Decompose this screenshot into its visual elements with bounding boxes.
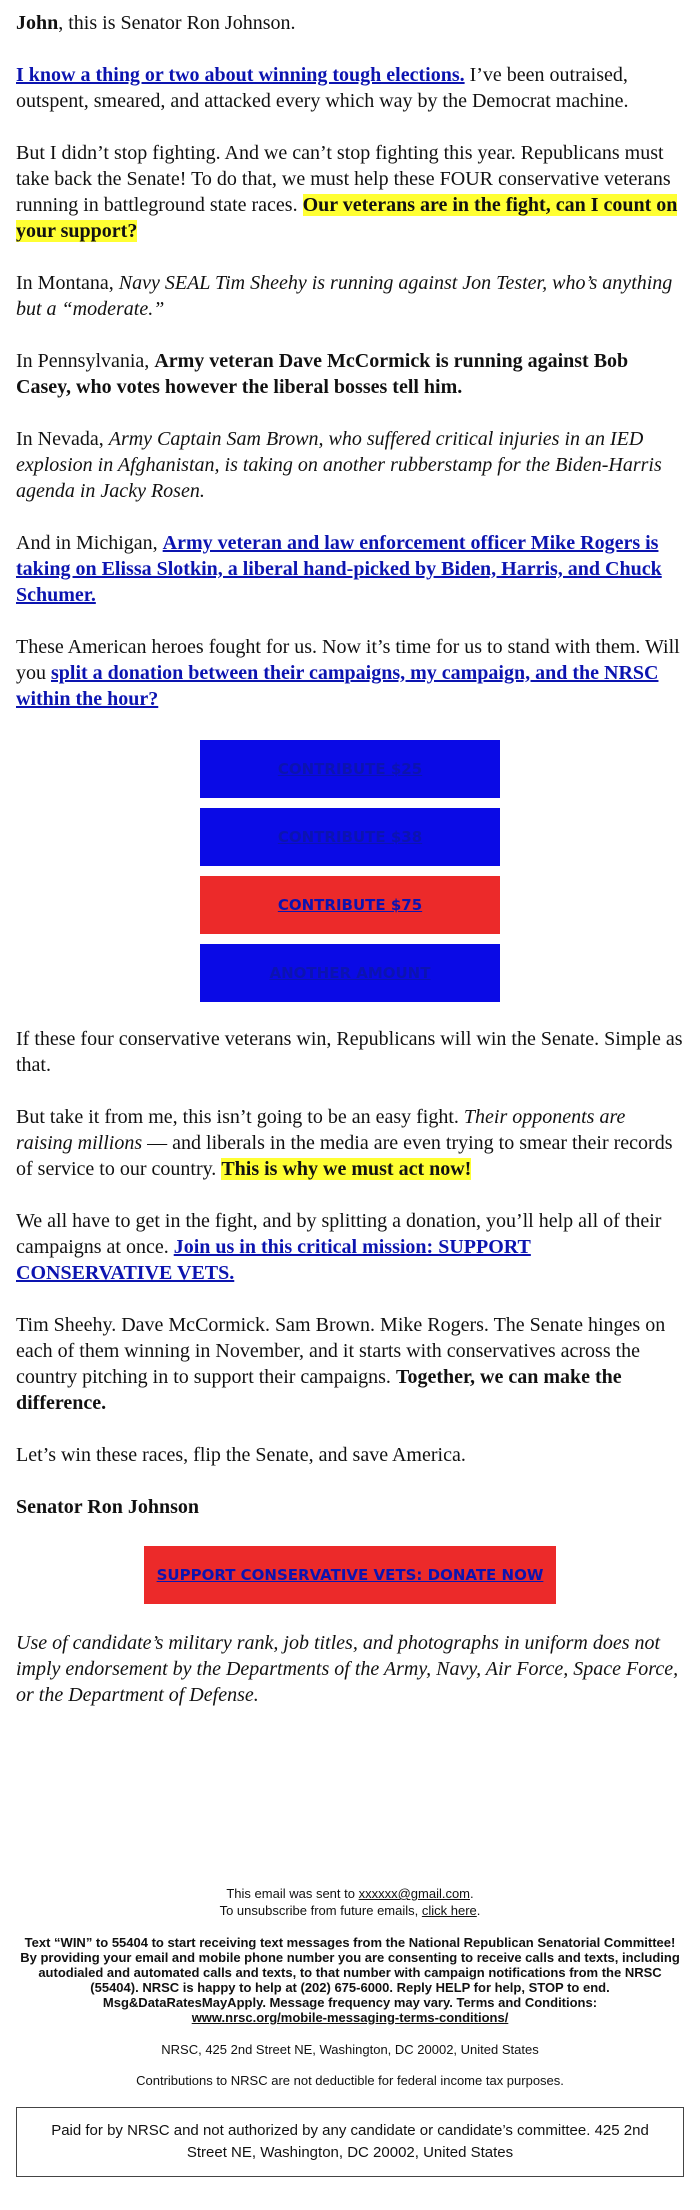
montana-paragraph: In Montana, Navy SEAL Tim Sheehy is running against Jon Tester, who’s anything but a “moderate.” xyxy=(16,272,673,320)
footer xyxy=(16,1885,684,2177)
recipient-email-link[interactable]: xxxxxx@gmail.com xyxy=(358,1886,471,1901)
support-vets-link[interactable]: Join us in this critical mission: SUPPORT CONSERVATIVE VETS. xyxy=(16,1236,531,1284)
sent-to-line: This email was sent to xxxxxx@gmail.com. xyxy=(226,1886,474,1901)
act-now-highlight: This is why we must act now! xyxy=(221,1158,472,1180)
fight-paragraph: But take it from me, this isn’t going to be an easy fight. Their opponents are raising millions — and liberals in the media are even trying to smear their records of service to our country. This is why we must act now! xyxy=(16,1106,673,1180)
terms-link[interactable]: www.nrsc.org/mobile-messaging-terms-conditions/ xyxy=(191,2010,509,2025)
donate-now-button[interactable]: SUPPORT CONSERVATIVE VETS: DONATE NOW xyxy=(144,1546,556,1604)
recipient-name: John xyxy=(16,12,59,34)
win-paragraph: If these four conservative veterans win, Republicans will win the Senate. Simple as that. xyxy=(16,1028,683,1076)
unsubscribe-line: To unsubscribe from future emails, click here. xyxy=(219,1903,481,1918)
candidates-paragraph: Tim Sheehy. Dave McCormick. Sam Brown. Mike Rogers. The Senate hinges on each of them winning in November, and it starts with conservatives across the country pitching in to support their campaigns. Together, we can make the difference. xyxy=(16,1314,666,1414)
nevada-paragraph: In Nevada, Army Captain Sam Brown, who suffered critical injuries in an IED explosion in Afghanistan, is taking on another rubberstamp for the Biden-Harris agenda in Jacky Rosen. xyxy=(16,428,662,502)
splitting-paragraph: We all have to get in the fight, and by splitting a donation, you’ll help all of their campaigns at once. Join us in this critical mission: SUPPORT CONSERVATIVE VETS. xyxy=(16,1210,662,1284)
contribute-buttons xyxy=(200,738,500,1002)
contribute-38-button[interactable]: CONTRIBUTE $38 xyxy=(200,808,500,866)
support-highlight: Our veterans are in the fight, can I count on your support? xyxy=(16,194,678,242)
signature: Senator Ron Johnson xyxy=(16,1496,200,1518)
senate-paragraph: But I didn’t stop fighting. And we can’t stop fighting this year. Republicans must take back the Senate! To do that, we must help these FOUR conservative veterans running in battleground state races. Our veterans are in the fight, can I count on your support? xyxy=(16,142,678,242)
disclaimer: Use of candidate’s military rank, job titles, and photographs in uniform does not imply endorsement by the Departments of the Army, Navy, Air Force, Space Force, or the Department of Defense. xyxy=(16,1632,679,1706)
email-body xyxy=(16,10,684,1734)
contribute-25-button[interactable]: CONTRIBUTE $25 xyxy=(200,740,500,798)
closing-paragraph: Let’s win these races, flip the Senate, and save America. xyxy=(16,1444,466,1466)
tax-notice: Contributions to NRSC are not deductible for federal income tax purposes. xyxy=(136,2073,564,2088)
heroes-paragraph: These American heroes fought for us. Now it’s time for us to stand with them. Will you split a donation between their campaigns, my campaign, and the NRSC within the hour? xyxy=(16,636,680,710)
footer-address: NRSC, 425 2nd Street NE, Washington, DC 20002, United States xyxy=(161,2042,539,2057)
contribute-75-button[interactable]: CONTRIBUTE $75 xyxy=(200,876,500,934)
winning-elections-link[interactable]: I know a thing or two about winning tough elections. xyxy=(16,64,465,86)
split-donation-link[interactable]: split a donation between their campaigns, my campaign, and the NRSC within the hour? xyxy=(16,662,659,710)
michigan-paragraph: And in Michigan, Army veteran and law enforcement officer Mike Rogers is taking on Elissa Slotkin, a liberal hand-picked by Biden, Harris, and Chuck Schumer. xyxy=(16,532,662,606)
sms-terms: Text “WIN” to 55404 to start receiving text messages from the National Republican Senatorial Committee! By providing your email and mobile phone number you are consenting to receive calls and texts, including autodialed and automated calls and texts, to that number with campaign notifications from the NRSC (55404). NRSC is happy to help at (202) 675-6000. Reply HELP for help, STOP to end. Msg&DataRatesMayApply. Message frequency may vary. Terms and Conditions: www.nrsc.org/mobile-messaging-terms-conditions/ xyxy=(20,1935,680,2025)
paid-for-box: Paid for by NRSC and not authorized by any candidate or candidate’s committee. 425 2nd Street NE, Washington, DC 20002, United States xyxy=(16,2107,684,2177)
unsubscribe-link[interactable]: click here xyxy=(421,1903,477,1918)
greeting: John, this is Senator Ron Johnson. xyxy=(16,12,296,34)
pennsylvania-paragraph: In Pennsylvania, Army veteran Dave McCormick is running against Bob Casey, who votes however the liberal bosses tell him. xyxy=(16,350,629,398)
intro-paragraph: I know a thing or two about winning tough elections. I’ve been outraised, outspent, smeared, and attacked every which way by the Democrat machine. xyxy=(16,64,629,112)
michigan-link[interactable]: Army veteran and law enforcement officer Mike Rogers is taking on Elissa Slotkin, a liberal hand-picked by Biden, Harris, and Chuck Schumer. xyxy=(16,532,662,606)
another-amount-button[interactable]: ANOTHER AMOUNT xyxy=(200,944,500,1002)
